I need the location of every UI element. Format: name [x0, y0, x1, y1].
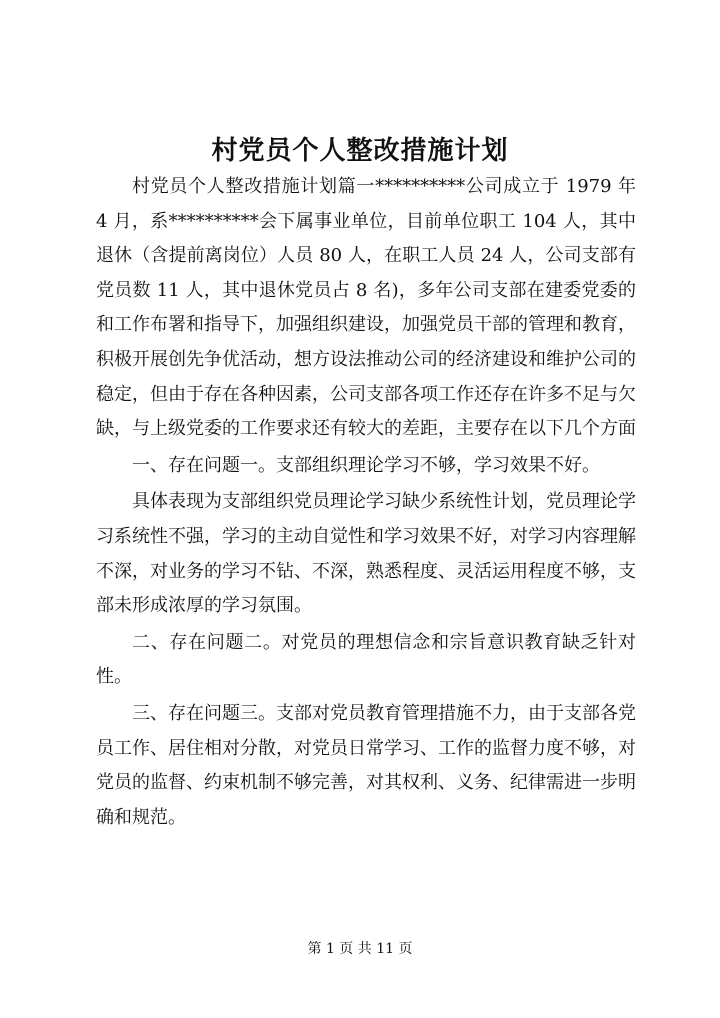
paragraph-issue-one-detail: 具体表现为支部组织党员理论学习缺少系统性计划，党员理论学习系统性不强，学习的主动自觉性和学习效果不好，对学习内容理解不深，对业务的学习不钻、不深，熟悉程度、灵活运用程度不够，支部未形成浓厚的学习氛围。: [96, 491, 636, 617]
paragraph-issue-three: 三、存在问题三。支部对党员教育管理措施不力，由于支部各党员工作、居住相对分散，对党员日常学习、工作的监督力度不够，对党员的监督、约束机制不够完善，对其权利、义务、纪律需进一步明确和规范。: [96, 702, 636, 828]
paragraph-issue-two: 二、存在问题二。对党员的理想信念和宗旨意识教育缺乏针对性。: [96, 631, 636, 688]
document-title: 村党员个人整改措施计划: [211, 136, 509, 166]
page-number-footer: 第 1 页 共 11 页: [307, 941, 413, 957]
paragraph-intro: 村党员个人整改措施计划篇一**********公司成立于 1979 年 4 月，系**********会下属事业单位，目前单位职工 104 人，其中退休（含提前离岗位）人员 80 人，在职工人员 24 人，公司支部有党员数 11 人，其中退休党员占 8 名)，多年公司支部在建委党委的和工作布署和指导下，加强组织建设，加强党员干部的管理和教育，积极开展创先争优活动，想方设法推动公司的经济建设和维护公司的稳定，但由于存在各种因素，公司支部各项工作还存在许多不足与欠缺，与上级党委的工作要求还有较大的差距，主要存在以下几个方面: [96, 176, 636, 440]
document-body: [96, 170, 636, 835]
paragraph-issue-one: 一、存在问题一。支部组织理论学习不够，学习效果不好。: [132, 454, 600, 476]
